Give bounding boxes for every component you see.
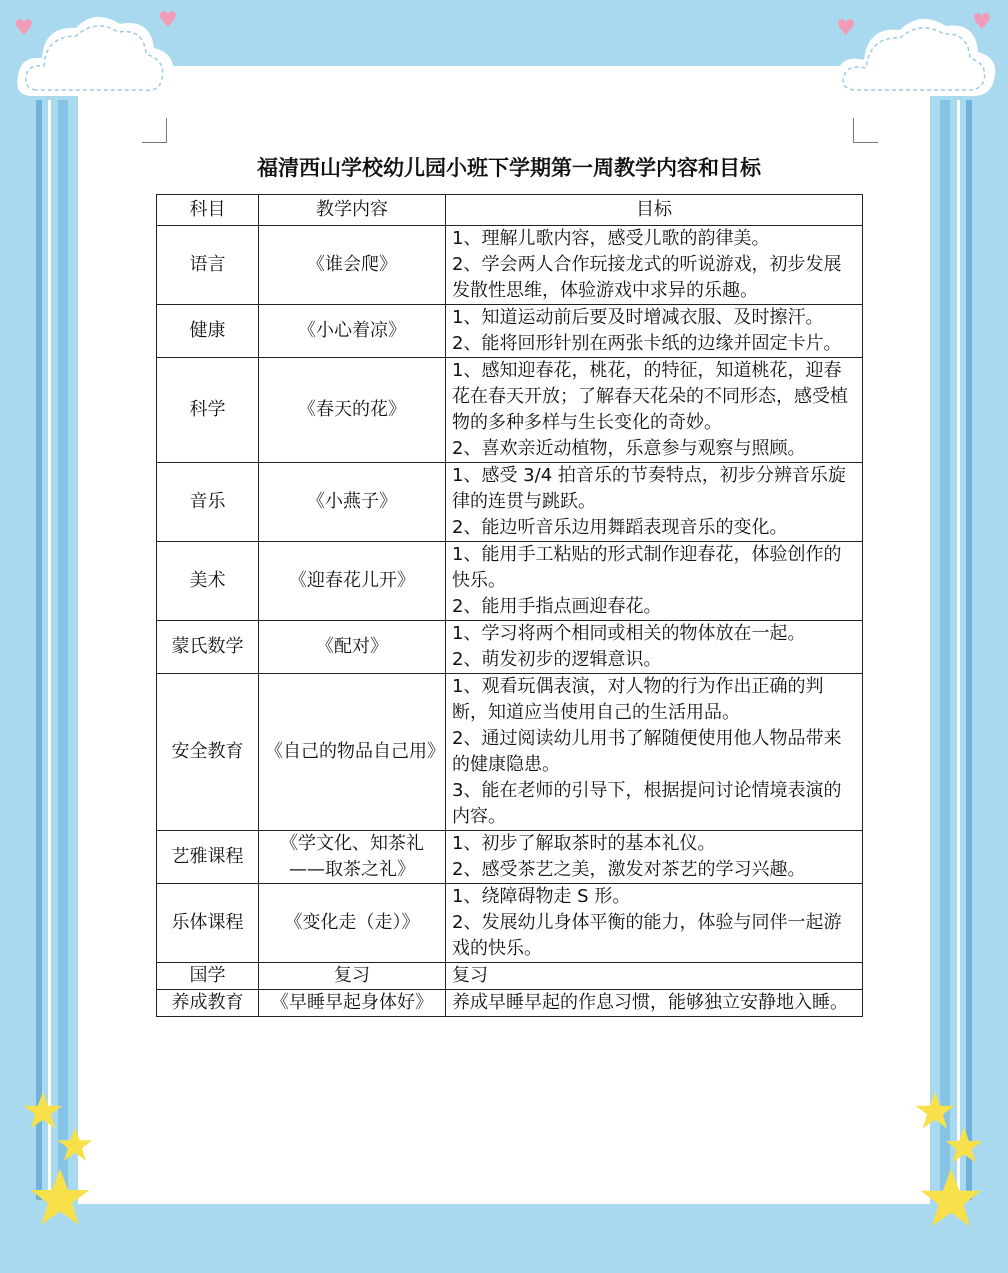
- content-cell: 《小心着凉》: [259, 305, 446, 358]
- goal-line: 2、学会两人合作玩接龙式的听说游戏，初步发展发散性思维，体验游戏中求异的乐趣。: [452, 254, 842, 301]
- lesson-plan-table: [156, 194, 863, 1017]
- goal-cell: [446, 463, 863, 542]
- border-stripe: [36, 100, 42, 1200]
- subject-cell: 语言: [157, 226, 259, 305]
- goal-cell: [446, 884, 863, 963]
- header-goal: 目标: [446, 195, 863, 226]
- heart-icon: ♥: [158, 8, 178, 33]
- crop-mark: [142, 118, 167, 143]
- goal-cell: [446, 831, 863, 884]
- subject-cell: 艺雅课程: [157, 831, 259, 884]
- border-stripe: [58, 100, 68, 1200]
- table-row: [157, 463, 863, 542]
- subject-cell: 乐体课程: [157, 884, 259, 963]
- goal-line: 1、初步了解取茶时的基本礼仪。: [452, 833, 716, 854]
- goal-cell: [446, 542, 863, 621]
- goal-line: 2、萌发初步的逻辑意识。: [452, 649, 662, 670]
- content-cell: 《自己的物品自己用》: [259, 674, 446, 831]
- goal-line: 1、绕障碍物走 S 形。: [452, 886, 631, 907]
- table-row: [157, 674, 863, 831]
- goal-line: 2、通过阅读幼儿用书了解随便使用他人物品带来的健康隐患。: [452, 728, 842, 775]
- goal-line: 1、能用手工粘贴的形式制作迎春花，体验创作的快乐。: [452, 544, 842, 591]
- table-row: [157, 542, 863, 621]
- border-stripe: [966, 100, 972, 1200]
- star-icon: [28, 1166, 92, 1230]
- goal-line: 2、能边听音乐边用舞蹈表现音乐的变化。: [452, 517, 788, 538]
- header-content: 教学内容: [259, 195, 446, 226]
- content-cell: 《小燕子》: [259, 463, 446, 542]
- goal-cell: [446, 305, 863, 358]
- table-row: [157, 990, 863, 1017]
- goal-line: 2、能将回形针别在两张卡纸的边缘并固定卡片。: [452, 333, 842, 354]
- goal-line: 1、学习将两个相同或相关的物体放在一起。: [452, 623, 806, 644]
- subject-cell: 科学: [157, 358, 259, 463]
- star-icon: [918, 1166, 984, 1232]
- content-cell: 《学文化、知茶礼——取茶之礼》: [259, 831, 446, 884]
- subject-cell: 安全教育: [157, 674, 259, 831]
- goal-cell: [446, 226, 863, 305]
- goal-cell: [446, 358, 863, 463]
- goal-line: 2、感受茶艺之美，激发对茶艺的学习兴趣。: [452, 859, 806, 880]
- table-row: [157, 621, 863, 674]
- heart-icon: ♥: [14, 16, 34, 41]
- goal-cell: [446, 621, 863, 674]
- subject-cell: 美术: [157, 542, 259, 621]
- table-row: [157, 884, 863, 963]
- goal-line: 1、感知迎春花，桃花，的特征，知道桃花，迎春花在春天开放；了解春天花朵的不同形态，感受植物的多种多样与生长变化的奇妙。: [452, 360, 848, 433]
- content-cell: 《谁会爬》: [259, 226, 446, 305]
- document-title: 福清西山学校幼儿园小班下学期第一周教学内容和目标: [257, 156, 761, 180]
- content-cell: 《配对》: [259, 621, 446, 674]
- content-cell: 《早睡早起身体好》: [259, 990, 446, 1017]
- goal-cell: [446, 963, 863, 990]
- content-cell: 《变化走（走）》: [259, 884, 446, 963]
- goal-line: 1、理解儿歌内容，感受儿歌的韵律美。: [452, 228, 770, 249]
- content-cell: 《迎春花儿开》: [259, 542, 446, 621]
- goal-cell: [446, 990, 863, 1017]
- content-cell: 复习: [259, 963, 446, 990]
- table-header-row: [157, 195, 863, 226]
- border-stripe: [940, 100, 950, 1200]
- goal-line: 养成早睡早起的作息习惯，能够独立安静地入睡。: [452, 992, 848, 1013]
- table-row: [157, 226, 863, 305]
- table-row: [157, 831, 863, 884]
- goal-line: 1、知道运动前后要及时增减衣服、及时擦汗。: [452, 307, 824, 328]
- border-stripe: [48, 100, 51, 1200]
- heart-icon: ♥: [972, 10, 992, 35]
- goal-cell: [446, 674, 863, 831]
- star-icon: [56, 1126, 94, 1164]
- goal-line: 2、发展幼儿身体平衡的能力，体验与同伴一起游戏的快乐。: [452, 912, 842, 959]
- crop-mark: [853, 118, 878, 143]
- border-stripe: [957, 100, 960, 1200]
- goal-line: 复习: [452, 965, 488, 986]
- goal-line: 1、观看玩偶表演，对人物的行为作出正确的判断，知道应当使用自己的生活用品。: [452, 676, 824, 723]
- subject-cell: 蒙氏数学: [157, 621, 259, 674]
- subject-cell: 健康: [157, 305, 259, 358]
- content-cell: 《春天的花》: [259, 358, 446, 463]
- subject-cell: 音乐: [157, 463, 259, 542]
- goal-line: 1、感受 3/4 拍音乐的节奏特点，初步分辨音乐旋律的连贯与跳跃。: [452, 465, 846, 512]
- goal-line: 2、能用手指点画迎春花。: [452, 596, 662, 617]
- table-row: [157, 963, 863, 990]
- table-row: [157, 305, 863, 358]
- header-subject: 科目: [157, 195, 259, 226]
- subject-cell: 国学: [157, 963, 259, 990]
- heart-icon: ♥: [836, 16, 856, 41]
- goal-line: 3、能在老师的引导下，根据提问讨论情境表演的内容。: [452, 780, 842, 827]
- subject-cell: 养成教育: [157, 990, 259, 1017]
- table-row: [157, 358, 863, 463]
- cloud-left-icon: [12, 4, 182, 109]
- star-icon: [944, 1126, 984, 1166]
- goal-line: 2、喜欢亲近动植物，乐意参与观察与照顾。: [452, 438, 806, 459]
